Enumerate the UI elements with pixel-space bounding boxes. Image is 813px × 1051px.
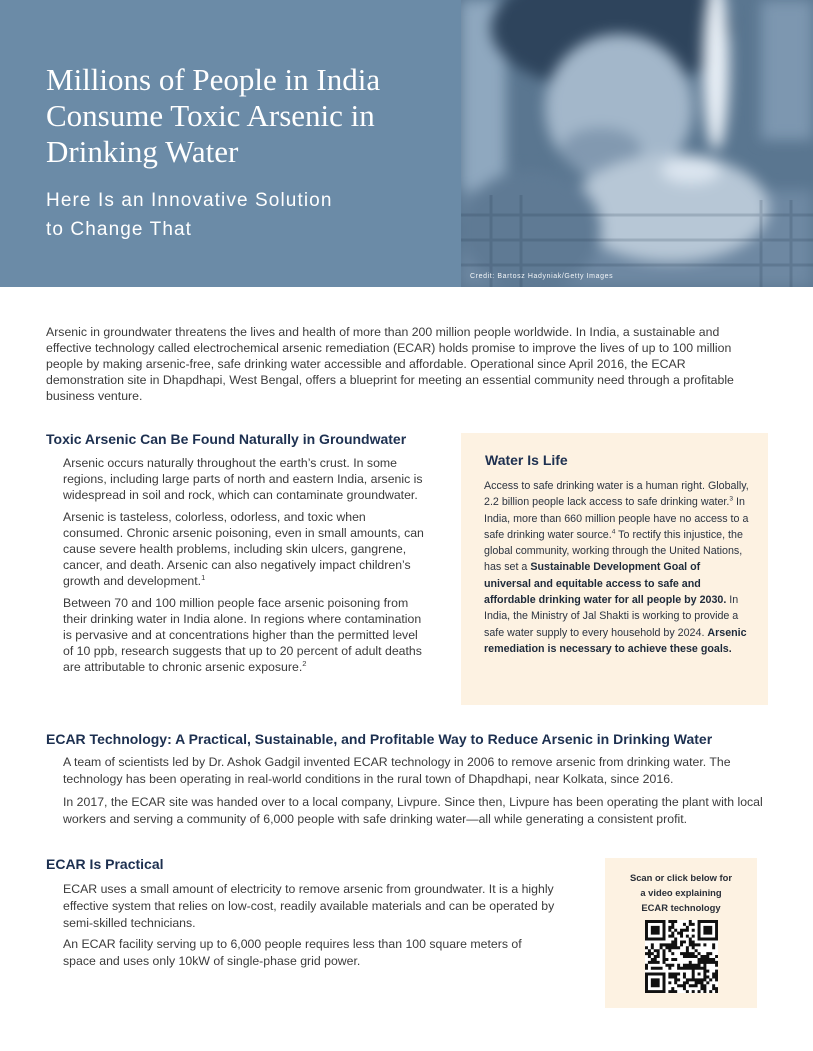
panel-heading: Water Is Life (485, 452, 568, 468)
qr-caption-line: Scan or click below for (629, 872, 733, 883)
photo-illustration (461, 0, 813, 287)
paragraph (63, 509, 425, 589)
footnote-ref: 4 (611, 528, 616, 536)
section-heading-ecar-practical: ECAR Is Practical (46, 856, 164, 872)
paragraph: In 2017, the ECAR site was handed over to a local company, Livpure. Since then, Livpure has been operating the plant with local workers and serving a community of 6,000 people with safe drinking water—all while generating a consistent profit. (63, 795, 763, 826)
child-drinking-water-photo (461, 0, 813, 287)
section-heading-toxic-arsenic: Toxic Arsenic Can Be Found Naturally in Groundwater (46, 431, 407, 447)
title-line: Drinking Water (46, 134, 239, 169)
panel-body (484, 478, 750, 657)
panel-emphasis: Sustainable Development Goal of universal and equitable access to safe and affordable drinking water for all people by 2030. (484, 561, 727, 607)
paragraph-text: Arsenic is tasteless, colorless, odorless, and toxic when consumed. Chronic arsenic poisoning, even in small amounts, can cause severe health problems, including skin ulcers, gangrene, cancer, and death. Arsenic can also negatively impact children’s growth and development. (63, 510, 424, 588)
water-is-life-panel (461, 433, 768, 705)
hero-banner (0, 0, 461, 287)
panel-emphasis: Arsenic remediation is necessary to achieve these goals. (484, 626, 747, 655)
footnote-ref: 1 (201, 572, 206, 582)
qr-caption (605, 870, 757, 915)
section-heading-ecar-technology: ECAR Technology: A Practical, Sustainable, and Profitable Way to Reduce Arsenic in Drinking Water (46, 731, 713, 747)
page-title (46, 62, 451, 170)
panel-text: To rectify this injustice, the global community, working through the United Nations, has set a (484, 528, 743, 574)
paragraph: An ECAR facility serving up to 6,000 people requires less than 100 square meters of space and uses only 10kW of single-phase grid power. (63, 937, 522, 968)
panel-text: Access to safe drinking water is a human right. Globally, 2.2 billion people lack access to safe drinking water. (484, 480, 749, 509)
page-subtitle (46, 186, 333, 244)
intro-paragraph: Arsenic in groundwater threatens the lives and health of more than 200 million people worldwide. In India, a sustainable and effective technology called electrochemical arsenic remediation (ECAR) holds promise to improve the lives of up to 100 million people by making arsenic-free, safe drinking water accessible and affordable. Operational since April 2016, the ECAR demonstration site in Dhapdhapi, West Bengal, offers a blueprint for meeting an essential community need through a profitable business venture. (46, 325, 734, 403)
ecar-practical-body (63, 881, 555, 974)
footnote-ref: 2 (302, 658, 307, 668)
qr-caption-line: a video explaining (640, 887, 722, 898)
photo-credit: Credit: Bartosz Hadyniak/Getty Images (470, 273, 614, 280)
subtitle-line: Here Is an Innovative Solution (46, 190, 333, 211)
paragraph-text: Between 70 and 100 million people face arsenic poisoning from their drinking water in India alone. In regions where contamination is pervasive and at concentrations higher than the permitted level of 10 ppb, research suggests that up to 20 percent of adult deaths are attributable to chronic arsenic exposure. (63, 596, 422, 674)
panel-text: In India, the Ministry of Jal Shakti is working to provide a safe water supply to every household by 2024. (484, 594, 739, 639)
qr-caption-line: ECAR technology (641, 902, 721, 913)
paragraph: ECAR uses a small amount of electricity to remove arsenic from groundwater. It is a highly effective system that relies on low-cost, readily available materials and can be operated by semi-skilled technicians. (63, 882, 555, 930)
title-line: Millions of People in India (46, 62, 381, 97)
footnote-ref: 3 (729, 495, 734, 503)
toxic-arsenic-body (63, 455, 425, 681)
qr-code-graphic[interactable] (645, 920, 718, 993)
paragraph (63, 455, 425, 503)
paragraph: A team of scientists led by Dr. Ashok Gadgil invented ECAR technology in 2006 to remove arsenic from drinking water. The technology has been operating in real-world conditions in the rural town of Dhapdhapi, near Kolkata, since 2016. (63, 755, 731, 786)
paragraph (63, 595, 425, 675)
panel-text: In India, more than 660 million people have no access to a safe drinking water source. (484, 496, 749, 541)
subtitle-line: to Change That (46, 219, 193, 240)
title-line: Consume Toxic Arsenic in (46, 98, 375, 133)
ecar-technology-body (63, 754, 765, 834)
video-qr-box (605, 858, 757, 1008)
paragraph-text: Arsenic occurs naturally throughout the earth’s crust. In some regions, including large parts of north and eastern India, arsenic is widespread in soil and rock, which can contaminate groundwater. (63, 456, 423, 502)
qr-code-icon[interactable] (645, 920, 718, 993)
